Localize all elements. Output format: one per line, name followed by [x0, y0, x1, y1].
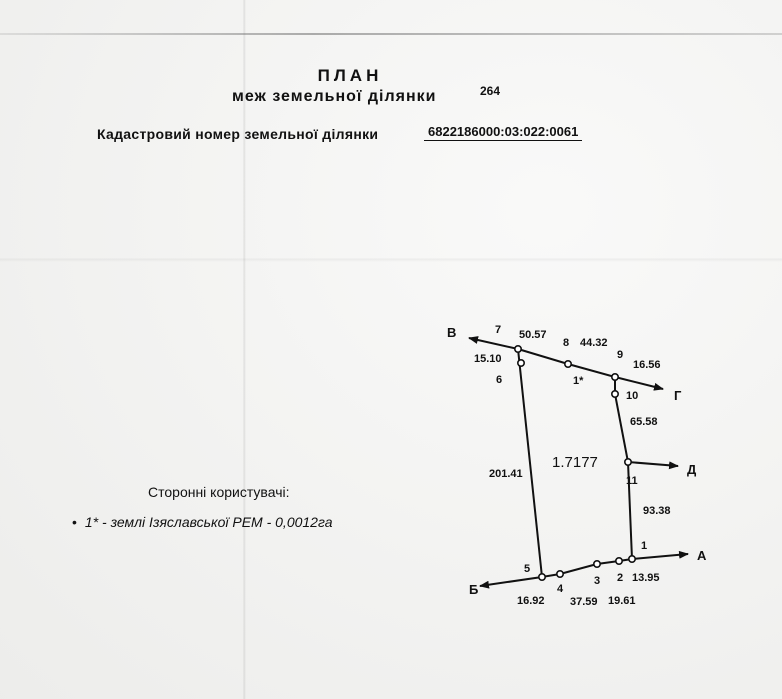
point-label-2: 2 [617, 572, 624, 584]
bullet-icon: • [72, 514, 77, 530]
direction-v: В [447, 325, 457, 340]
vertex-1 [629, 556, 635, 562]
vertex-11 [625, 459, 631, 465]
distance-7-8: 50.57 [519, 329, 547, 341]
point-label-7: 7 [495, 324, 502, 336]
direction-a: А [697, 548, 707, 563]
distance-5-6: 201.41 [489, 468, 523, 480]
vertex-4 [557, 571, 563, 577]
vertex-7 [515, 346, 521, 352]
distance-4-5: 16.92 [517, 595, 545, 607]
arrow-d [628, 462, 678, 466]
distance-9-10: 16.56 [633, 359, 661, 371]
point-label-4: 4 [557, 583, 564, 595]
vertex-8 [565, 361, 571, 367]
point-label-1: 1 [641, 540, 648, 552]
arrow-v [469, 338, 518, 349]
parcel-number: 264 [480, 84, 501, 98]
direction-d: Д [687, 462, 697, 477]
distance-3-4: 37.59 [570, 596, 598, 608]
point-label-8: 8 [563, 337, 570, 349]
arrow-b [480, 577, 542, 586]
arrow-g [615, 377, 663, 389]
document-title: ПЛАН [317, 66, 383, 85]
vertex-5 [539, 574, 545, 580]
vertex-9 [612, 374, 618, 380]
direction-b: Б [469, 582, 479, 597]
third-party-user-text: 1* - землі Ізяславської РЕМ - 0,0012га [84, 514, 333, 530]
sublabel-1star: 1* [573, 375, 584, 387]
cadastral-number: 6822186000:03:022:0061 [424, 124, 582, 141]
vertex-2 [616, 558, 622, 564]
direction-g: Г [674, 388, 682, 403]
distance-11-1: 93.38 [643, 505, 671, 517]
distance-10-11: 65.58 [630, 416, 658, 428]
arrow-a [632, 554, 688, 559]
distance-1-2: 13.95 [632, 572, 660, 584]
point-label-3: 3 [594, 575, 601, 587]
vertex-3 [594, 561, 600, 567]
vertex-10 [612, 391, 618, 397]
vertex-6 [518, 360, 524, 366]
point-label-11: 11 [626, 475, 638, 487]
distance-2-3: 19.61 [608, 595, 636, 607]
distance-8-9: 44.32 [580, 337, 608, 349]
point-label-9: 9 [617, 349, 624, 361]
document-subtitle: меж земельної ділянки [232, 88, 437, 105]
distance-6-7: 15.10 [474, 353, 502, 365]
point-label-6: 6 [496, 374, 503, 386]
cadastral-label: Кадастровий номер земельної ділянки [97, 126, 379, 142]
point-label-10: 10 [626, 390, 639, 402]
parcel-area: 1.7177 [552, 454, 598, 471]
third-party-users-heading: Сторонні користувачі: [148, 484, 290, 500]
point-label-5: 5 [524, 563, 531, 575]
